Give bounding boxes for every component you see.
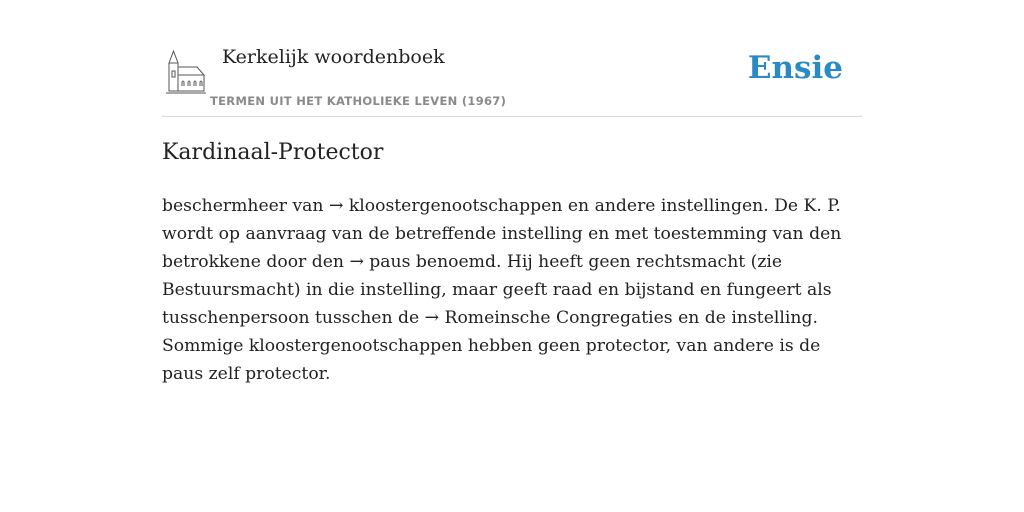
brand-logo-link[interactable]: Ensie [747, 50, 843, 86]
entry-body [162, 192, 862, 388]
header [162, 40, 862, 117]
xref-link-paus[interactable]: → paus [349, 252, 411, 272]
book-subtitle: TERMEN UIT HET KATHOLIEKE LEVEN (1967) [210, 94, 507, 108]
body-text: beschermheer van [162, 196, 329, 216]
xref-link-kloostergenootschappen[interactable]: → kloostergenootschappen [328, 196, 563, 216]
xref-link-romeinsche[interactable]: → Romeinsche [424, 308, 551, 328]
body-text: Congregaties en de instelling. Sommige kloostergenootschappen hebben geen protector, van andere is de paus zelf protector. [162, 308, 821, 384]
church-icon [165, 49, 207, 95]
entry-title: Kardinaal-Protector [162, 140, 384, 165]
book-title[interactable]: Kerkelijk woordenboek [222, 46, 445, 68]
body-text: en andere instellingen. De K. P. wordt op aanvraag van de betreffende instelling en met toestemming van den betrokkene door den [162, 196, 842, 272]
body-text: benoemd. Hij heeft geen rechtsmacht (zie Bestuursmacht) in die instelling, maar geeft raad en bijstand en fungeert als tusschenpersoon tusschen de [162, 252, 832, 328]
